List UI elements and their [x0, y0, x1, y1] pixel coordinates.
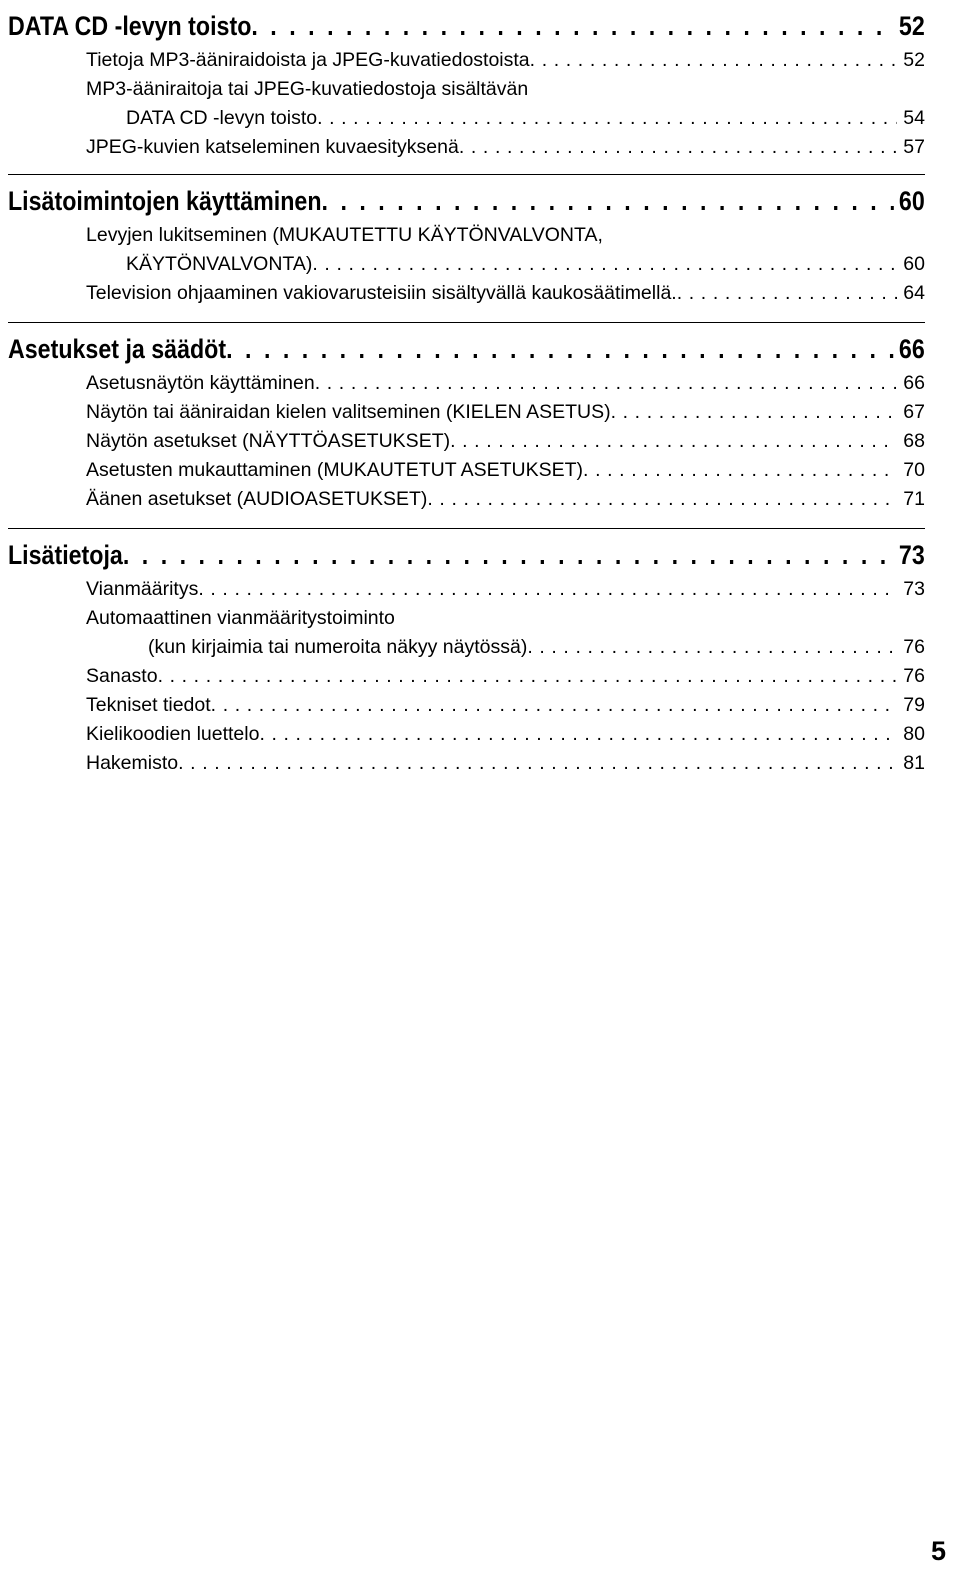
dot-leader	[317, 104, 897, 133]
entry-label: (kun kirjaimia tai numeroita näkyy näytössä)	[148, 636, 528, 658]
section-heading	[8, 535, 925, 575]
toc-section-additional-functions	[8, 174, 925, 322]
toc-entry	[86, 575, 925, 604]
page-number: 68	[903, 430, 925, 452]
entry-label: Näytön tai ääniraidan kielen valitseminen (KIELEN ASETUS)	[86, 401, 611, 423]
page-number: 73	[903, 578, 925, 600]
toc-entry	[86, 369, 925, 398]
dot-leader	[530, 46, 898, 75]
page-number: 52	[898, 11, 925, 41]
page-number: 76	[903, 636, 925, 658]
page-number: 73	[898, 540, 925, 570]
entry-label: Vianmääritys	[86, 578, 199, 600]
page-folio-number: 5	[930, 1536, 946, 1566]
page-number: 66	[903, 372, 925, 394]
entry-label: Tekniset tiedot	[86, 694, 211, 716]
dot-leader	[427, 485, 897, 514]
toc-section-data-cd	[8, 0, 925, 174]
table-of-contents	[0, 0, 960, 778]
toc-entry	[86, 662, 925, 691]
entry-label: Asetusnäytön käyttäminen	[86, 372, 315, 394]
entry-label: Näytön asetukset (NÄYTTÖASETUKSET)	[86, 430, 451, 452]
dot-leader	[459, 133, 897, 162]
dot-leader	[198, 575, 897, 604]
section-heading	[8, 329, 925, 369]
entry-label: Television ohjaaminen vakiovarusteisiin sisältyvällä kaukosäätimellä.	[86, 282, 677, 304]
toc-section-settings	[8, 322, 925, 528]
page-number: 70	[903, 459, 925, 481]
toc-entry	[86, 749, 925, 778]
page-number: 80	[903, 723, 925, 745]
entry-label: Asetusten mukauttaminen (MUKAUTETUT ASETUKSET)	[86, 459, 584, 481]
dot-leader	[527, 633, 897, 662]
entry-label: Äänen asetukset (AUDIOASETUKSET)	[86, 488, 428, 510]
toc-entry	[86, 720, 925, 749]
toc-entry	[86, 279, 925, 308]
page-number: 76	[903, 665, 925, 687]
page-number: 64	[903, 282, 925, 304]
entry-label: JPEG-kuvien katseleminen kuvaesityksenä	[86, 136, 459, 158]
toc-entry	[86, 485, 925, 514]
page-number: 81	[903, 752, 925, 774]
dot-leader	[158, 662, 898, 691]
page-number: 71	[903, 488, 925, 510]
entry-label-line1: Levyjen lukitseminen (MUKAUTETTU KÄYTÖNVALVONTA,	[86, 224, 603, 246]
entry-label: Hakemisto	[86, 752, 179, 774]
page-number: 67	[903, 401, 925, 423]
section-heading	[8, 6, 925, 46]
dot-leader	[211, 691, 898, 720]
section-title: Asetukset ja säädöt	[8, 334, 227, 364]
entry-label: Kielikoodien luettelo	[86, 723, 260, 745]
dot-leader	[178, 749, 897, 778]
dot-leader	[322, 181, 894, 221]
entry-label: DATA CD -levyn toisto	[126, 107, 318, 129]
toc-entry	[148, 633, 925, 662]
section-title: DATA CD -levyn toisto	[8, 11, 252, 41]
entry-label-line1: Automaattinen vianmääritystoiminto	[86, 607, 395, 629]
page-number: 52	[903, 49, 925, 71]
dot-leader	[312, 250, 897, 279]
dot-leader	[583, 456, 897, 485]
entry-label: KÄYTÖNVALVONTA)	[126, 253, 313, 275]
toc-entry	[86, 46, 925, 75]
page-number: 57	[903, 136, 925, 158]
page-number: 66	[898, 334, 925, 364]
toc-entry	[86, 691, 925, 720]
toc-entry	[126, 250, 925, 279]
dot-leader	[251, 6, 893, 46]
page-number: 60	[898, 186, 925, 216]
toc-section-additional-info	[8, 528, 925, 778]
toc-entry	[86, 398, 925, 427]
dot-leader	[450, 427, 897, 456]
toc-entry	[86, 427, 925, 456]
toc-entry	[86, 456, 925, 485]
section-heading	[8, 181, 925, 221]
section-title: Lisätietoja	[8, 540, 123, 570]
toc-entry	[86, 133, 925, 162]
dot-leader	[315, 369, 898, 398]
dot-leader	[611, 398, 898, 427]
page-number: 79	[903, 694, 925, 716]
entry-label-line1: MP3-ääniraitoja tai JPEG-kuvatiedostoja sisältävän	[86, 78, 529, 100]
dot-leader	[677, 279, 898, 308]
page-number: 60	[903, 253, 925, 275]
dot-leader	[226, 329, 894, 369]
toc-entry	[126, 104, 925, 133]
dot-leader	[259, 720, 897, 749]
entry-label: Tietoja MP3-ääniraidoista ja JPEG-kuvatiedostoista	[86, 49, 530, 71]
section-title: Lisätoimintojen käyttäminen	[8, 186, 322, 216]
dot-leader	[123, 535, 894, 575]
entry-label: Sanasto	[86, 665, 158, 687]
page-number: 54	[903, 107, 925, 129]
